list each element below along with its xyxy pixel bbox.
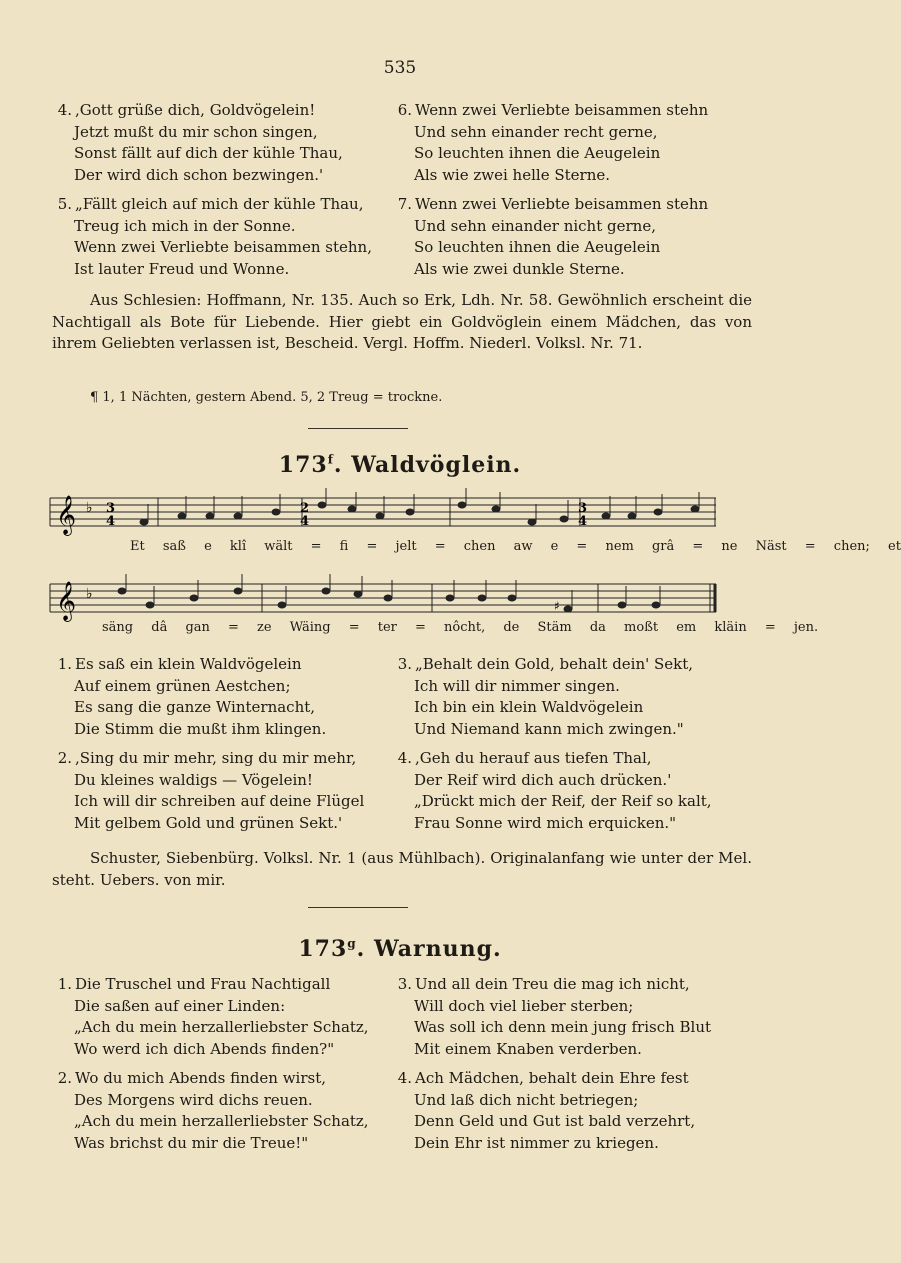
verses-right-s3: [392, 974, 742, 1154]
verse-4: 4. ,Geh du herauf aus tiefen Thal, Der Reif wird dich auch drücken.' „Drückt mich der Reif, der Reif so kalt, Frau Sonne wird mich erquicken.": [397, 749, 712, 832]
verse-5: 5. „Fällt gleich auf mich der kühle Thau, Treug ich mich in der Sonne. Wenn zwei Verliebte beisammen stehn, Ist lauter Freud und Wonne.: [57, 195, 372, 278]
page-number: 535: [383, 58, 417, 78]
verse-4: 4. Ach Mädchen, behalt dein Ehre fest Und laß dich nicht betriegen; Denn Geld und Gut ist bald verzehrt, Dein Ehr ist nimmer zu kriegen.: [397, 1069, 696, 1152]
footnote: ¶ 1, 1 Nächten, gestern Abend. 5, 2 Treug = trockne.: [90, 390, 443, 405]
verse-2: 2. Wo du mich Abends finden wirst, Des Morgens wird dichs reuen. „Ach du mein herzallerliebster Schatz, Was brichst du mir die Treue!": [57, 1069, 369, 1152]
verses-right-s2: [392, 654, 742, 834]
verse-3: 3. „Behalt dein Gold, behalt dein' Sekt, Ich will dir nimmer singen. Ich bin ein klein Waldvögelein Und Niemand kann mich zwingen.": [397, 655, 694, 738]
svg-text:3: 3: [106, 501, 116, 516]
treble-clef-icon: 𝄞: [56, 581, 77, 621]
verse-4: 4. ,Gott grüße dich, Goldvögelein! Jetzt mußt du mir schon singen, Sonst fällt auf dich der kühle Thau, Der wird dich schon bezwingen.': [57, 101, 343, 184]
svg-text:2: 2: [300, 501, 310, 516]
svg-text:4: 4: [578, 514, 588, 529]
lyrics-line-2: säng dâ gan = ze Wäing = ter = nôcht, de Stäm da moßt em kläin = jen.: [102, 620, 819, 635]
music-staff-1: [50, 492, 720, 544]
treble-clef-icon: 𝄞: [56, 495, 77, 535]
divider: [308, 907, 408, 908]
svg-text:3: 3: [578, 501, 588, 516]
verse-1: 1. Die Truschel und Frau Nachtigall Die saßen auf einer Linden: „Ach du mein herzallerliebster Schatz, Wo werd ich dich Abends finden?": [57, 975, 369, 1058]
verses-left-s3: [52, 974, 392, 1154]
verse-7: 7. Wenn zwei Verliebte beisammen stehn Und sehn einander nicht gerne, So leuchten ihnen die Aeugelein Als wie zwei dunkle Sterne.: [397, 195, 709, 278]
song-title-warnung: 173$^g$. Warnung.: [298, 936, 502, 962]
flat-icon: ♭: [86, 500, 93, 516]
flat-icon: ♭: [86, 586, 93, 602]
verses-left-s1: [52, 100, 382, 280]
svg-text:4: 4: [106, 514, 116, 529]
verse-3: 3. Und all dein Treu die mag ich nicht, Will doch viel lieber sterben; Was soll ich denn mein jung frisch Blut Mit einem Knaben verderben.: [397, 975, 712, 1058]
notes-staff-2: [118, 574, 660, 612]
lyrics-line-1: Et saß e klî wält = fi = jelt = chen aw e = nem grâ = ne Näst = chen; et: [130, 539, 901, 554]
source-note-s2: Schuster, Siebenbürg. Volksl. Nr. 1 (aus Mühlbach). Originalanfang wie unter der Mel. steht. Uebers. von mir.: [52, 849, 752, 889]
source-note-s1: Aus Schlesien: Hoffmann, Nr. 135. Auch so Erk, Ldh. Nr. 58. Gewöhnlich erscheint die Nachtigall als Bote für Liebende. Hier giebt ein Goldvöglein einem Mädchen, das von ihrem Geliebten verlassen ist, Bescheid. Vergl. Hoffm. Niederl. Volksl. Nr. 71.: [52, 291, 752, 352]
verse-1: 1. Es saß ein klein Waldvögelein Auf einem grünen Aestchen; Es sang die ganze Winternacht, Die Stimm die mußt ihm klingen.: [57, 655, 327, 738]
verse-2: 2. ,Sing du mir mehr, sing du mir mehr, Du kleines waldigs — Vögelein! Ich will dir schreiben auf deine Flügel Mit gelbem Gold und grünen Sekt.': [57, 749, 365, 832]
verse-6: 6. Wenn zwei Verliebte beisammen stehn Und sehn einander recht gerne, So leuchten ihnen die Aeugelein Als wie zwei helle Sterne.: [397, 101, 709, 184]
divider: [308, 428, 408, 429]
verses-left-s2: [52, 654, 392, 834]
svg-text:4: 4: [300, 514, 310, 529]
song-title-waldvoeglein: 173$^f$. Waldvöglein.: [278, 452, 522, 478]
verses-right-s1: [392, 100, 732, 280]
sharp-icon: ♯: [554, 599, 560, 613]
